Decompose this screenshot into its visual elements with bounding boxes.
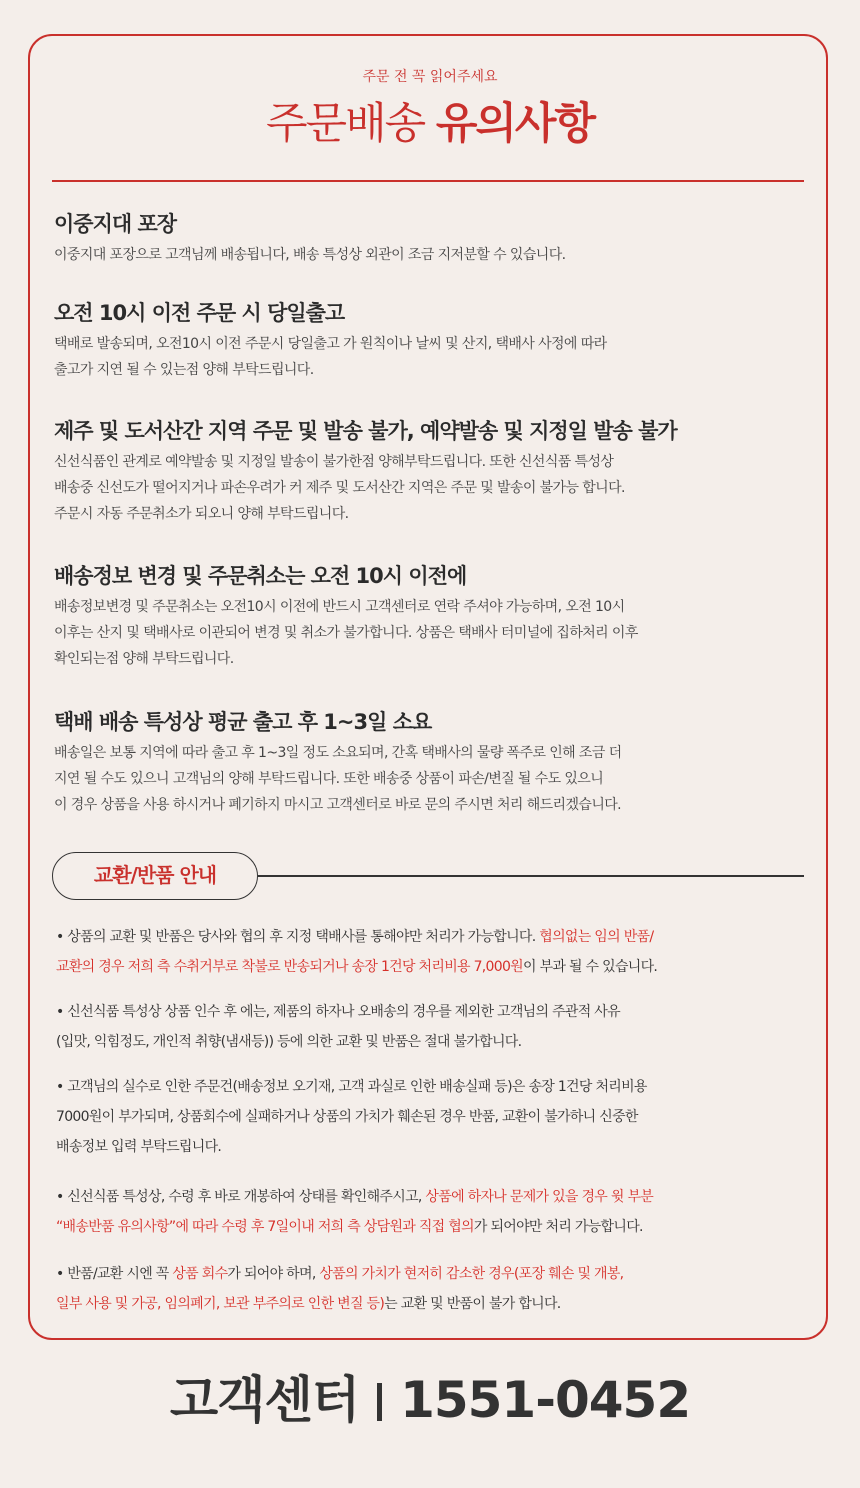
notice-item xyxy=(56,1259,816,1319)
section-body xyxy=(54,449,814,527)
section-change-cancel xyxy=(54,562,814,672)
kicker-text: 주문 전 꼭 읽어주세요 xyxy=(362,69,498,85)
notice-item xyxy=(56,1182,816,1242)
section-line: 이 경우 상품을 사용 하시거나 폐기하지 마시고 고객센터로 바로 문의 주시면 처리 해드리겠습니다. xyxy=(54,797,622,813)
exchange-divider xyxy=(258,875,804,877)
title-bold: 유의사항 xyxy=(435,99,594,149)
section-line: 배송중 신선도가 떨어지거나 파손우려가 커 제주 및 도서산간 지역은 주문 및 발송이 불가능 합니다. xyxy=(54,480,625,496)
section-body xyxy=(54,331,814,383)
section-same-day xyxy=(54,299,814,383)
exchange-return-badge: 교환/반품 안내 xyxy=(52,852,258,900)
customer-center-label: 고객센터 xyxy=(169,1371,360,1429)
notice-text: • 신선식품 특성상 상품 인수 후 에는, 제품의 하자나 오배송의 경우를 제외한 고객님의 주관적 사유 xyxy=(56,1004,620,1020)
customer-center xyxy=(0,1360,860,1440)
section-heading: 제주 및 도서산간 지역 주문 및 발송 불가, 예약발송 및 지정일 발송 불가 xyxy=(54,419,677,443)
notice-highlight: “배송반품 유의사항”에 따라 수령 후 7일이내 저희 측 상담원과 직접 협의 xyxy=(56,1219,474,1235)
notice-text: 는 교환 및 반품이 불가 합니다. xyxy=(384,1296,561,1312)
section-heading: 이중지대 포장 xyxy=(54,212,177,236)
section-heading: 오전 10시 이전 주문 시 당일출고 xyxy=(54,301,345,325)
section-body xyxy=(54,594,814,672)
notice-highlight: 교환의 경우 저희 측 수취거부로 착불로 반송되거나 송장 1건당 처리비용 7,000원 xyxy=(56,959,524,975)
notice-item xyxy=(56,1072,816,1162)
customer-center-phone[interactable]: 1551-0452 xyxy=(400,1371,691,1429)
section-line: 주문시 자동 주문취소가 되오니 양해 부탁드립니다. xyxy=(54,506,349,522)
section-heading: 택배 배송 특성상 평균 출고 후 1~3일 소요 xyxy=(54,710,432,734)
section-line: 택배로 발송되며, 오전10시 이전 주문시 당일출고 가 원칙이나 날씨 및 산지, 택배사 사정에 따라 xyxy=(54,336,607,352)
section-line: 이중지대 포장으로 고객님께 배송됩니다, 배송 특성상 외관이 조금 지저분할 수 있습니다. xyxy=(54,247,566,263)
notice-text: (입맛, 익힘정도, 개인적 취향(냄새등)) 등에 의한 교환 및 반품은 절대 불가합니다. xyxy=(56,1034,522,1050)
section-line: 배송일은 보통 지역에 따라 출고 후 1~3일 정도 소요되며, 간혹 택배사의 물량 폭주로 인해 조금 더 xyxy=(54,745,622,761)
footer-separator xyxy=(377,1383,382,1421)
section-line: 신선식품인 관계로 예약발송 및 지정일 발송이 불가한점 양해부탁드립니다. 또한 신선식품 특성상 xyxy=(54,454,614,470)
section-line: 확인되는점 양해 부탁드립니다. xyxy=(54,651,234,667)
section-body xyxy=(54,740,814,818)
notice-text: • 신선식품 특성상, 수령 후 바로 개봉하여 상태를 확인해주시고, xyxy=(56,1189,426,1205)
section-heading: 배송정보 변경 및 주문취소는 오전 10시 이전에 xyxy=(54,564,467,588)
notice-text: 이 부과 될 수 있습니다. xyxy=(523,959,658,975)
notice-highlight: 상품에 하자나 문제가 있을 경우 윗 부분 xyxy=(425,1189,654,1205)
notice-text: 7000원이 부가되며, 상품회수에 실패하거나 상품의 가치가 훼손된 경우 반품, 교환이 불가하니 신중한 xyxy=(56,1109,638,1125)
section-line: 출고가 지연 될 수 있는점 양해 부탁드립니다. xyxy=(54,362,314,378)
notice-item xyxy=(56,997,816,1057)
notice-text: • 반품/교환 시엔 꼭 xyxy=(56,1266,173,1282)
section-delivery-time xyxy=(54,708,814,818)
notice-text: 가 되어야만 처리 가능합니다. xyxy=(473,1219,643,1235)
section-line: 지연 될 수도 있으니 고객님의 양해 부탁드립니다. 또한 배송중 상품이 파손/변질 될 수도 있으니 xyxy=(54,771,604,787)
section-jeju xyxy=(54,417,814,527)
notice-highlight: 일부 사용 및 가공, 임의폐기, 보관 부주의로 인한 변질 등) xyxy=(56,1296,385,1312)
notice-text: • 고객님의 실수로 인한 주문건(배송정보 오기재, 고객 과실로 인한 배송실패 등)은 송장 1건당 처리비용 xyxy=(56,1079,647,1095)
notice-text: 배송정보 입력 부탁드립니다. xyxy=(56,1139,222,1155)
notice-item xyxy=(56,922,816,982)
section-line: 이후는 산지 및 택배사로 이관되어 변경 및 취소가 불가합니다. 상품은 택배사 터미널에 집하처리 이후 xyxy=(54,625,638,641)
notice-highlight: 상품 회수 xyxy=(172,1266,228,1282)
section-body xyxy=(54,242,814,268)
notice-text: • 상품의 교환 및 반품은 당사와 협의 후 지정 택배사를 통해야만 처리가 가능합니다. xyxy=(56,929,540,945)
notice-highlight: 협의없는 임의 반품/ xyxy=(539,929,654,945)
notice-text: 가 되어야 하며, xyxy=(227,1266,320,1282)
page-title xyxy=(0,90,860,151)
title-divider xyxy=(52,180,804,182)
section-line: 배송정보변경 및 주문취소는 오전10시 이전에 반드시 고객센터로 연락 주셔야 가능하며, 오전 10시 xyxy=(54,599,625,615)
section-packaging xyxy=(54,210,814,268)
notice-highlight: 상품의 가치가 현저히 감소한 경우(포장 훼손 및 개봉, xyxy=(319,1266,624,1282)
title-normal: 주문배송 xyxy=(266,99,436,149)
